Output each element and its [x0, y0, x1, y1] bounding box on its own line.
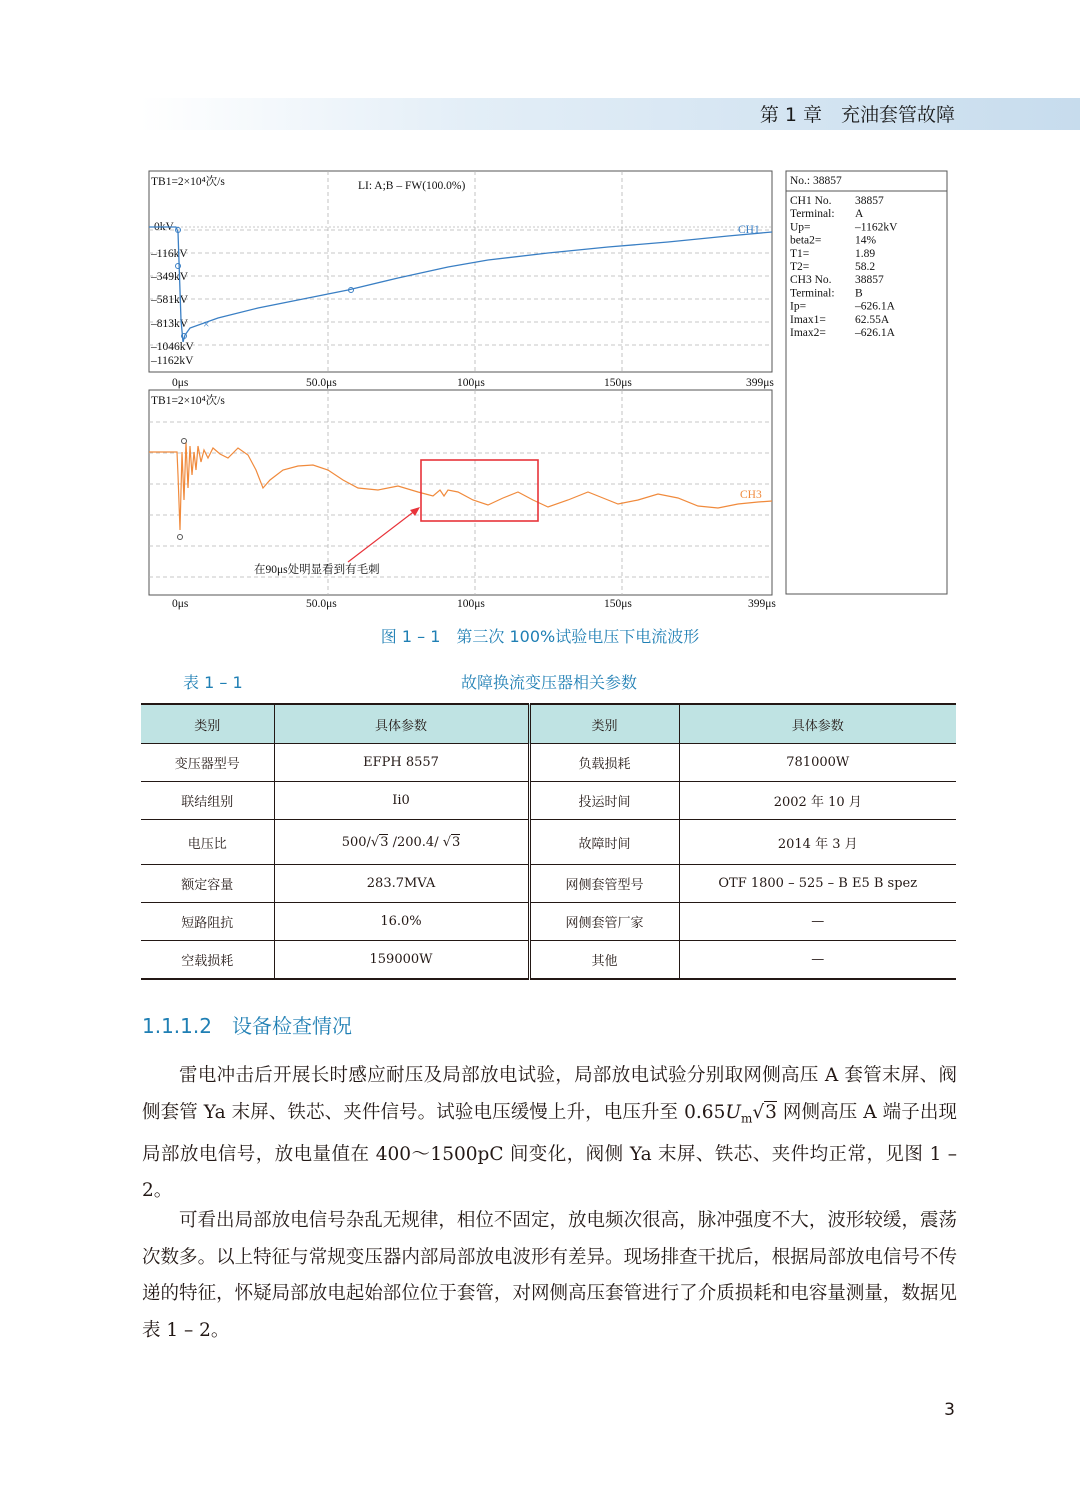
- table-cell: 2014 年 3 月: [679, 820, 956, 865]
- voltage-ratio-a: 500/: [341, 834, 371, 850]
- table-cell: 短路阻抗: [141, 903, 274, 941]
- table-cell: 159000W: [274, 941, 529, 980]
- info-value: 58.2: [855, 261, 876, 273]
- table-header-row: [141, 704, 956, 744]
- info-rows: [790, 195, 898, 339]
- top-x-label: 150μs: [604, 377, 632, 389]
- table-cell: 额定容量: [141, 865, 274, 903]
- ch1-waveform: [149, 227, 772, 342]
- y-label-0: 0kV: [154, 221, 174, 233]
- bottom-x-label: 50.0μs: [306, 598, 337, 610]
- page-number: 3: [944, 1400, 955, 1420]
- table-cell: 其他: [529, 941, 679, 980]
- table-title: 故障换流变压器相关参数: [460, 673, 637, 692]
- top-panel-frame: [149, 171, 772, 372]
- table-cell: 联结组别: [141, 782, 274, 820]
- table-cell: 781000W: [679, 744, 956, 782]
- info-key: Up=: [790, 221, 811, 234]
- info-key: T2=: [790, 261, 810, 273]
- ch1-cross-marker: ×: [203, 319, 210, 331]
- ch1-label: CH1: [738, 224, 760, 236]
- burr-annotation: 在90μs处明显看到有毛刺: [254, 564, 380, 576]
- bottom-x-axis: [172, 598, 776, 610]
- table-cell: 负载损耗: [529, 744, 679, 782]
- info-key: T1=: [790, 247, 810, 260]
- top-x-axis: [172, 377, 774, 389]
- table-cell: 投运时间: [529, 782, 679, 820]
- figure-caption: 图 1 – 1 第三次 100%试验电压下电流波形: [380, 627, 700, 646]
- bottom-x-label: 399μs: [748, 598, 776, 610]
- table-cell: Ii0: [274, 782, 529, 820]
- params-table: [141, 703, 956, 980]
- waveform-figure: [148, 170, 948, 615]
- header-params: 具体参数: [274, 704, 529, 744]
- table-row: [141, 903, 956, 941]
- voltage-ratio-cell: 500/√3 /200.4/ √3: [274, 820, 529, 865]
- table-cell: 变压器型号: [141, 744, 274, 782]
- bottom-x-label: 150μs: [604, 598, 632, 610]
- info-key: beta2=: [790, 234, 822, 247]
- paragraph-1-root: 3: [765, 1101, 777, 1123]
- ch3-marker: [178, 535, 183, 540]
- table-cell: 网侧套管型号: [529, 865, 679, 903]
- top-x-label: 50.0μs: [306, 377, 337, 389]
- info-number: No.: 38857: [790, 175, 842, 187]
- table-cell: 283.7MVA: [274, 865, 529, 903]
- info-key: Ip=: [790, 300, 807, 313]
- header-category: 类别: [141, 704, 274, 744]
- table-cell: —: [679, 941, 956, 980]
- paragraph-1-b: 网侧高压 A 端子出现局部放电信号，放电量值在 400～1500pC 间变化，阀侧 Ya 末屏、铁芯、夹件均正常，见图 1 – 2。: [142, 1101, 957, 1202]
- table-row: [141, 782, 956, 820]
- top-panel-grid: [149, 171, 772, 372]
- info-key: CH1 No.: [790, 195, 832, 207]
- table-cell: 空载损耗: [141, 941, 274, 980]
- table-label: 表 1 – 1: [183, 673, 243, 692]
- info-key: Terminal:: [790, 287, 835, 300]
- info-value: A: [855, 208, 864, 221]
- info-value: 14%: [855, 234, 877, 247]
- bottom-x-label: 100μs: [457, 598, 485, 610]
- table-cell: 电压比: [141, 820, 274, 865]
- bottom-x-label: 0μs: [172, 598, 189, 610]
- voltage-ratio-root: 3: [452, 834, 461, 850]
- figure-1-1: [148, 170, 948, 615]
- ch3-label: CH3: [740, 489, 762, 501]
- info-key: CH3 No.: [790, 274, 832, 287]
- paragraph-2: 可看出局部放电信号杂乱无规律，相位不固定，放电频次很高，脉冲强度不大，波形较缓，震荡次数多。以上特征与常规变压器内部局部放电波形有差异。现场排查干扰后，根据局部放电信号不传递的特征，怀疑局部放电起始部位位于套管，对网侧高压套管进行了介质损耗和电容量测量，数据见表 1 – 2。: [142, 1210, 957, 1341]
- top-x-label: 0μs: [172, 377, 189, 389]
- y-label-5: –1046kV: [151, 341, 194, 353]
- table-cell: 网侧套管厂家: [529, 903, 679, 941]
- voltage-ratio-root: 3: [380, 834, 389, 850]
- info-value: –626.1A: [855, 327, 895, 339]
- chapter-title: 第 1 章 充油套管故障: [759, 104, 955, 126]
- voltage-ratio-b: /200.4/: [388, 834, 443, 850]
- top-tb-label: TB1=2×10⁴次/s: [151, 176, 225, 188]
- table-cell: 16.0%: [274, 903, 529, 941]
- y-label-3: –581kV: [151, 294, 189, 306]
- annotation-arrow: [348, 510, 416, 562]
- paragraph-1-a: 雷电冲击后开展长时感应耐压及局部放电试验，局部放电试验分别取网侧高压 A 套管末屏、阀侧套管 Ya 末屏、铁芯、夹件信号。试验电压缓慢上升，电压升至 0.65: [142, 1065, 957, 1123]
- table-cell: EFPH 8557: [274, 744, 529, 782]
- table-cell: 故障时间: [529, 820, 679, 865]
- ch3-waveform: [149, 442, 772, 530]
- paragraph-1-m: m: [740, 1111, 753, 1126]
- header-params: 具体参数: [679, 704, 956, 744]
- table-row: [141, 941, 956, 980]
- info-key: Imax1=: [790, 313, 826, 326]
- bottom-tb-label: TB1=2×10⁴次/s: [151, 395, 225, 407]
- paragraph-1: 雷电冲击后开展长时感应耐压及局部放电试验，局部放电试验分别取网侧高压 A 套管末屏、阀侧套管 Ya 末屏、铁芯、夹件信号。试验电压缓慢上升，电压升至 $0.65U_m√3$ 网侧高压 A 端子出现局部放电信号，放电量值在 400～1500pC 间变化，阀侧 Ya 末屏、铁芯、夹件均正常，见图 1 – 2。: [142, 1065, 957, 1202]
- info-value: B: [855, 287, 863, 300]
- section-title: 1.1.1.2 设备检查情况: [142, 1014, 352, 1038]
- y-label-2: –349kV: [151, 271, 189, 283]
- info-value: 38857: [855, 195, 884, 207]
- bottom-panel-frame: [149, 390, 772, 595]
- paragraph-1-u: U: [725, 1101, 741, 1123]
- bottom-panel-grid: [149, 390, 772, 595]
- y-label-6: –1162kV: [151, 355, 194, 367]
- top-li-label: LI: A;B – FW(100.0%): [358, 180, 466, 192]
- info-key: Imax2=: [790, 327, 826, 339]
- table-cell: 2002 年 10 月: [679, 782, 956, 820]
- table-cell: —: [679, 903, 956, 941]
- top-x-label: 399μs: [746, 377, 774, 389]
- info-value: 62.55A: [855, 313, 890, 326]
- ch3-marker: [182, 439, 187, 444]
- header-category: 类别: [529, 704, 679, 744]
- y-label-1: –116kV: [151, 248, 188, 260]
- info-key: Terminal:: [790, 208, 835, 221]
- info-value: –1162kV: [855, 221, 898, 234]
- table-row: [141, 744, 956, 782]
- info-value: 1.89: [855, 247, 876, 260]
- y-label-4: –813kV: [151, 318, 189, 330]
- table-row: [141, 820, 956, 865]
- info-value: 38857: [855, 274, 884, 287]
- info-value: –626.1A: [855, 300, 895, 313]
- table-cell: OTF 1800 – 525 – B E5 B spez: [679, 865, 956, 903]
- table-row: [141, 865, 956, 903]
- top-x-label: 100μs: [457, 377, 485, 389]
